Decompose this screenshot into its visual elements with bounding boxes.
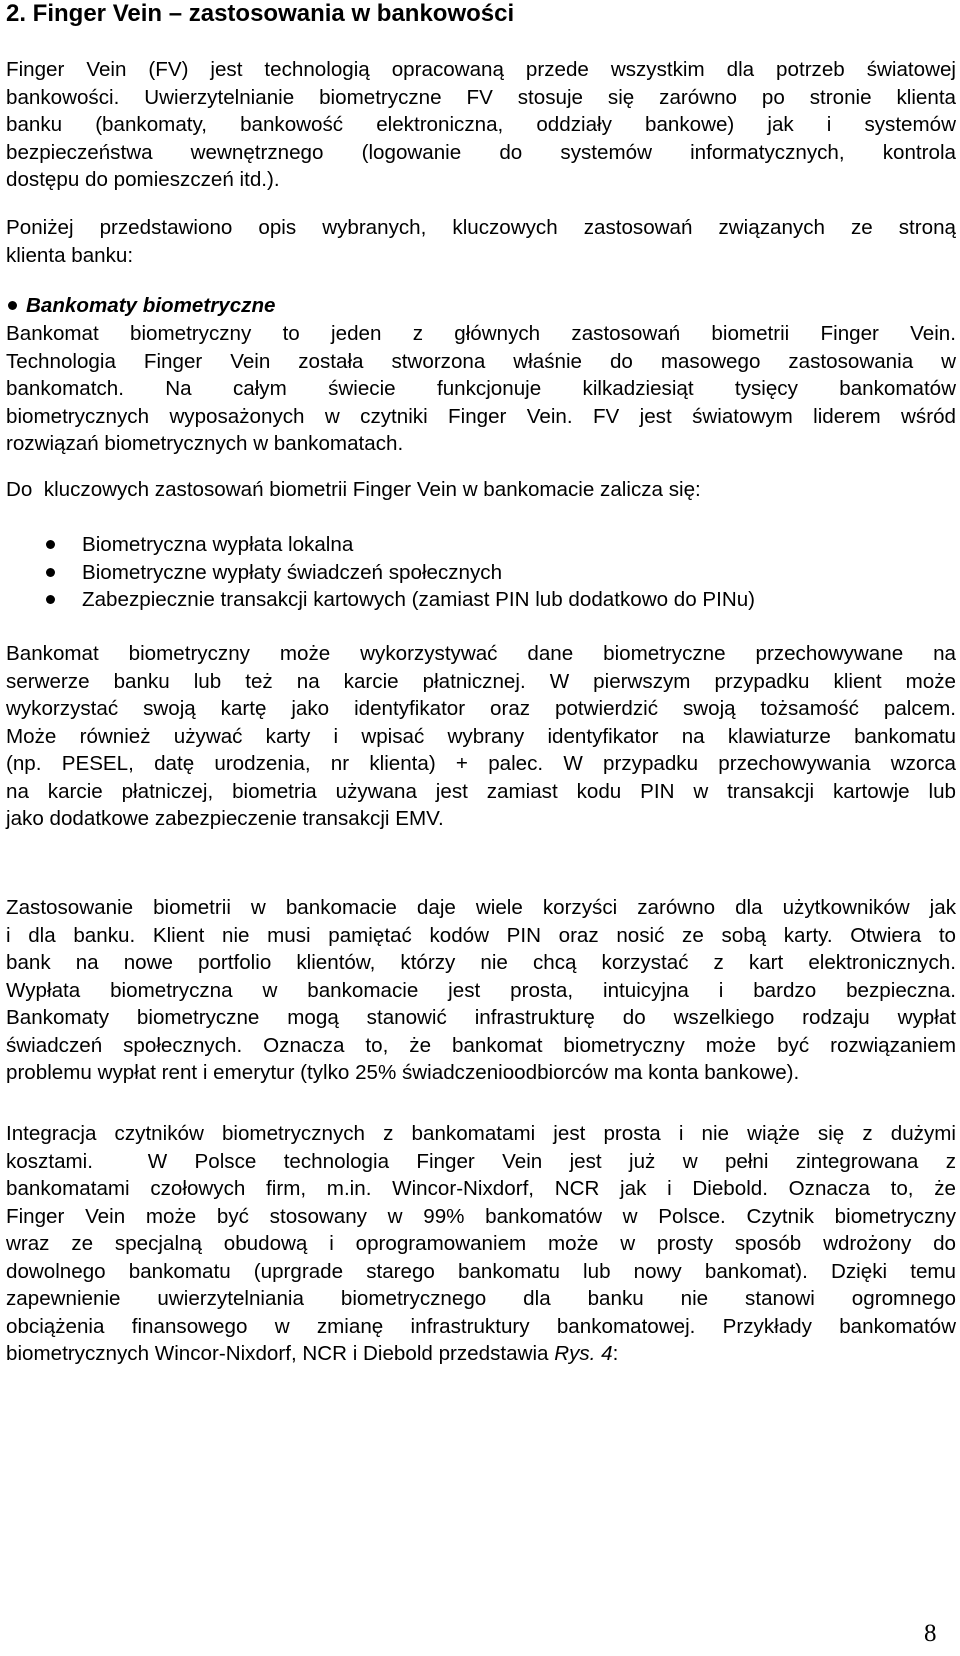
text-line: bank na nowe portfolio klientów, którzy nie chcą korzystać z kart elektronicznych. xyxy=(6,951,956,974)
text-line: bankomatami czołowych firm, m.in. Wincor-Nixdorf, NCR jak i Diebold. Oznacza to, że xyxy=(6,1177,956,1200)
subsection-bankomaty xyxy=(6,292,956,320)
bullet-icon xyxy=(8,301,17,310)
paragraph-benefits xyxy=(6,894,956,1087)
text-line: dowolnego bankomatu (uprgrade starego bankomatu lub nowy bankomat). Dzięki temu xyxy=(6,1259,956,1283)
text-line: problemu wypłat rent i emerytur (tylko 25% świadczenioodbiorców ma konta bankowe). xyxy=(6,1061,800,1084)
text-line: bankomatch. Na całym świecie funkcjonuje kilkadziesiąt tysięcy bankomatów xyxy=(6,377,956,400)
text-line: świadczeń społecznych. Oznacza to, że bankomat biometryczny może być rozwiązaniem xyxy=(6,1033,956,1057)
text-line: Poniżej przedstawiono opis wybranych, kluczowych zastosowań związanych ze stroną xyxy=(6,216,956,239)
list-item xyxy=(6,531,956,559)
text-line: bezpieczeństwa wewnętrznego (logowanie do systemów informatycznych, kontrola xyxy=(6,140,956,164)
bullet-icon xyxy=(46,540,55,549)
bullet-icon xyxy=(46,568,55,577)
paragraph-integration xyxy=(6,1120,956,1368)
paragraph-key-uses xyxy=(6,476,956,504)
text-line: serwerze banku lub też na karcie płatnicznej. W pierwszym przypadku klient może xyxy=(6,669,956,693)
text-fragment: biometrycznych Wincor-Nixdorf, NCR i Diebold przedstawia xyxy=(6,1342,555,1365)
text-line: Integracja czytników biometrycznych z bankomatami jest prosta i nie wiąże się z dużymi xyxy=(6,1122,956,1145)
paragraph-client-side xyxy=(6,214,956,269)
text-line: Wypłata biometryczna w bankomacie jest prosta, intuicyjna i bardzo bezpieczna. xyxy=(6,978,956,1002)
text-line: bankowości. Uwierzytelnianie biometryczne FV stosuje się zarówno po stronie klienta xyxy=(6,85,956,109)
text-line: biometrycznych wyposażonych w czytniki Finger Vein. FV jest światowym liderem wśród xyxy=(6,404,956,428)
text-line: banku (bankomaty, bankowość elektroniczna, oddziały bankowe) jak i systemów xyxy=(6,113,956,136)
text-line: Bankomaty biometryczne mogą stanowić infrastrukturę do wszelkiego rodzaju wypłat xyxy=(6,1006,956,1029)
list-item xyxy=(6,559,956,587)
text-line-with-figure-ref xyxy=(6,1340,956,1368)
text-line: na karcie płatniczej, biometria używana jest zamiast kodu PIN w transakcji kartowje lub xyxy=(6,779,956,803)
text-line: jako dodatkowe zabezpieczenie transakcji EMV. xyxy=(6,807,444,830)
text-line: Może również używać karty i wpisać wybrany identyfikator na klawiaturze bankomatu xyxy=(6,724,956,748)
paragraph-bankomat xyxy=(6,320,956,458)
paragraph-storage xyxy=(6,640,956,833)
list-item-text: Biometryczna wypłata lokalna xyxy=(82,533,354,556)
text-line: Do kluczowych zastosowań biometrii Finger Vein w bankomacie zalicza się: xyxy=(6,478,701,501)
text-line: Finger Vein może być stosowany w 99% bankomatów w Polsce. Czytnik biometryczny xyxy=(6,1204,956,1228)
text-line: (np. PESEL, datę urodzenia, nr klienta) + palec. W przypadku przechowywania wzorca xyxy=(6,752,956,775)
text-fragment: : xyxy=(612,1342,619,1365)
text-line: obciążenia finansowego w zmianę infrastruktury bankomatowej. Przykłady bankomatów xyxy=(6,1314,956,1338)
text-line: Technologia Finger Vein została stworzona właśnie do masowego zastosowania w xyxy=(6,349,956,373)
subsection-title: Bankomaty biometryczne xyxy=(26,294,276,317)
paragraph-intro xyxy=(6,56,956,194)
bullet-list xyxy=(6,531,956,614)
text-line: Zastosowanie biometrii w bankomacie daje wiele korzyści zarówno dla użytkowników jak xyxy=(6,896,956,919)
figure-reference: Rys. 4 xyxy=(554,1342,613,1365)
section-heading: 2. Finger Vein – zastosowania w bankowości xyxy=(6,0,515,27)
bullet-icon xyxy=(46,595,55,604)
text-line: rozwiązań biometrycznych w bankomatach. xyxy=(6,432,404,455)
text-line: wraz ze specjalną obudową i oprogramowaniem może w prosty sposób wdrożony do xyxy=(6,1232,956,1255)
list-item-text: Zabezpiecznie transakcji kartowych (zamiast PIN lub dodatkowo do PINu) xyxy=(82,588,756,611)
page-number: 8 xyxy=(924,1620,937,1647)
text-line: wykorzystać swoją kartę jako identyfikator oraz potwierdzić swoją tożsamość palcem. xyxy=(6,697,956,720)
text-line: Bankomat biometryczny może wykorzystywać dane biometryczne przechowywane na xyxy=(6,642,956,665)
text-line: zapewnienie uwierzytelniania biometrycznego dla banku nie stanowi ogromnego xyxy=(6,1287,956,1310)
text-line: klienta banku: xyxy=(6,243,134,267)
text-line: dostępu do pomieszczeń itd.). xyxy=(6,168,280,191)
text-line: kosztami. W Polsce technologia Finger Vein jest już w pełni zintegrowana z xyxy=(6,1149,956,1173)
list-item-text: Biometryczne wypłaty świadczeń społecznych xyxy=(82,560,503,584)
text-line: Bankomat biometryczny to jeden z głównych zastosowań biometrii Finger Vein. xyxy=(6,322,956,345)
list-item xyxy=(6,586,956,614)
text-line: i dla banku. Klient nie musi pamiętać kodów PIN oraz nosić ze sobą karty. Otwiera to xyxy=(6,923,956,947)
subsection-title-row xyxy=(6,292,956,320)
text-line: Finger Vein (FV) jest technologią opracowaną przede wszystkim dla potrzeb światowej xyxy=(6,58,956,81)
